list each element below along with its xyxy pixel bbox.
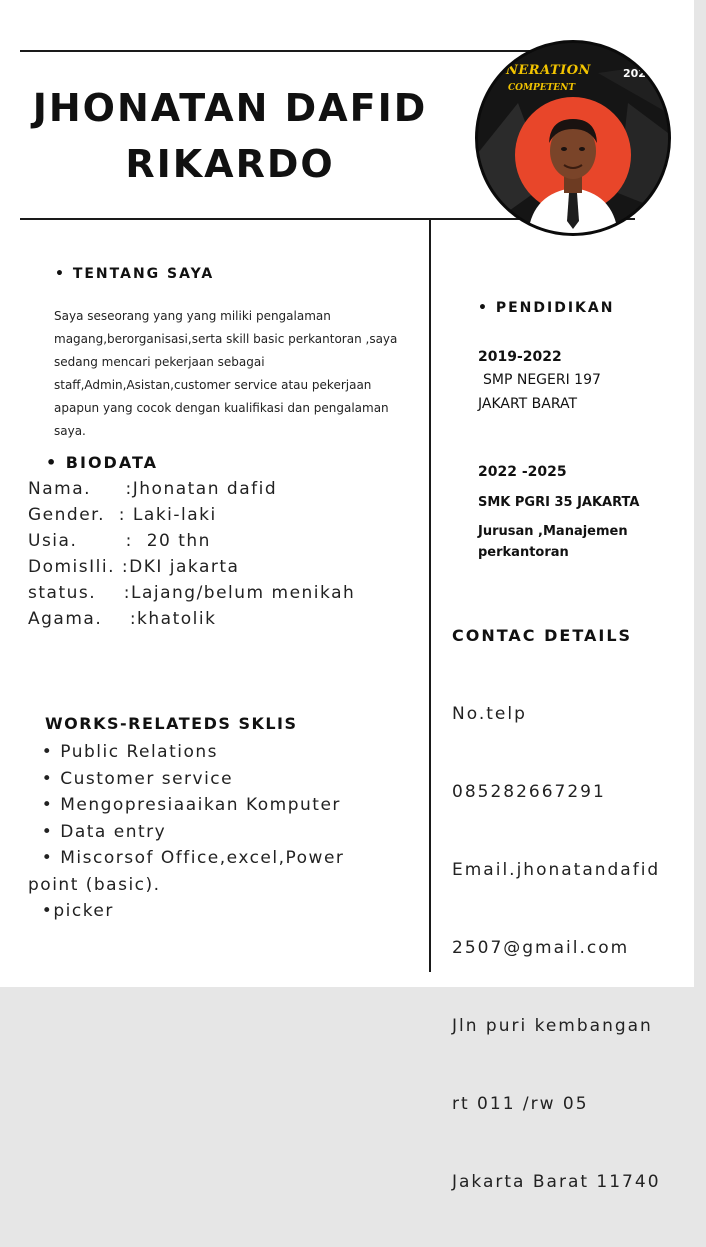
list-item: • Data entry <box>28 821 167 842</box>
list-item: • Customer service <box>28 768 234 789</box>
education-title: • PENDIDIKAN <box>478 300 615 316</box>
photo-year-text: 2024 <box>623 67 654 80</box>
contact-email-line2: 2507@gmail.com <box>452 938 630 958</box>
contact-details <box>452 649 661 1247</box>
edu1-city: JAKART BARAT <box>478 396 578 412</box>
about-title: • TENTANG SAYA <box>55 266 215 282</box>
contact-email-line1: Email.jhonatandafid <box>452 860 661 880</box>
skills-title: WORKS-RELATEDS SKLIS <box>45 714 298 733</box>
edu2-major-line2: perkantoran <box>478 545 569 560</box>
contact-title: CONTAC DETAILS <box>452 626 633 645</box>
name-line-1: JHONATAN DAFID <box>32 86 428 130</box>
edu2-major-line1: Jurusan ,Manajemen <box>478 524 628 539</box>
biodata-gender: Gender. : Laki-laki <box>28 505 217 525</box>
contact-address-line1: Jln puri kembangan <box>452 1016 653 1036</box>
column-divider <box>429 220 431 972</box>
candidate-name <box>20 80 440 192</box>
biodata-age: Usia. : 20 thn <box>28 531 211 551</box>
edu2-years: 2022 -2025 <box>478 464 567 480</box>
contact-phone-label: No.telp <box>452 704 527 724</box>
edu1-years: 2019-2022 <box>478 349 562 365</box>
profile-photo <box>475 40 671 236</box>
list-item: point (basic). <box>28 874 161 895</box>
biodata-name: Nama. :Jhonatan dafid <box>28 479 278 499</box>
edu1-school: SMP NEGERI 197 <box>483 372 601 388</box>
edu2-school: SMK PGRI 35 JAKARTA <box>478 495 640 510</box>
contact-address-line3: Jakarta Barat 11740 <box>452 1172 661 1192</box>
list-item: • Mengopresiaaikan Komputer <box>28 795 341 815</box>
skills-list <box>28 739 428 925</box>
about-text: Saya seseorang yang yang miliki pengalaman magang,berorganisasi,serta skill basic perkantoran ,saya sedang mencari pekerjaan sebagai staff,Admin,Asistan,customer service atau pekerjaan apapun yang cocok dengan kualifikasi dan pengalaman saya. <box>54 309 398 438</box>
biodata-title: • BIODATA <box>46 453 159 472</box>
list-item: • Public Relations <box>28 742 219 762</box>
photo-banner-text: NERATION <box>506 63 591 78</box>
list-item: •picker <box>28 901 114 921</box>
contact-address-line2: rt 011 /rw 05 <box>452 1094 589 1114</box>
photo-banner-subtext: COMPETENT <box>508 83 576 93</box>
biodata-religion: Agama. :khatolik <box>28 609 217 629</box>
name-line-2: RIKARDO <box>125 142 335 186</box>
top-divider <box>20 50 540 52</box>
list-item: • Miscorsof Office,excel,Power <box>28 848 345 868</box>
biodata-domicile: DomisIli. :DKI jakarta <box>28 557 240 577</box>
contact-phone: 085282667291 <box>452 782 606 802</box>
biodata-status: status. :Lajang/belum menikah <box>28 583 356 603</box>
